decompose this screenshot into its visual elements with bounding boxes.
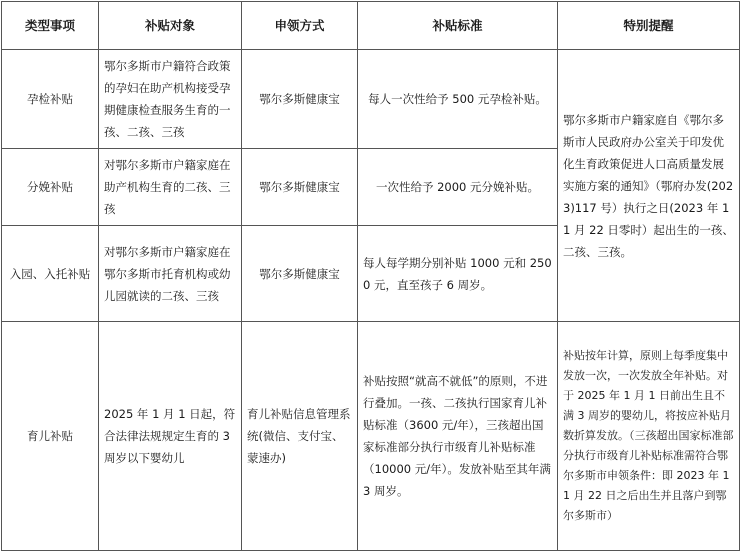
header-remark: 特别提醒	[558, 2, 740, 50]
row-method-cell: 鄂尔多斯健康宝	[242, 149, 358, 226]
header-type: 类型事项	[2, 2, 99, 50]
row-standard-cell: 每人一次性给予 500 元孕检补贴。	[358, 50, 558, 149]
row-standard-cell: 补贴按照“就高不就低”的原则，不进行叠加。一孩、二孩执行国家育儿补贴标准（3600 元/年），三孩超出国家标准部分执行市级育儿补贴标准（10000 元/年）。发放补贴至其年满 3 周岁。	[358, 322, 558, 551]
remark-cell-1: 鄂尔多斯市户籍家庭自《鄂尔多斯市人民政府办公室关于印发优化生育政策促进人口高质量发展实施方案的通知》（鄂府办发(2023)117 号）执行之日(2023 年 11 月 22 日零时）起出生的一孩、二孩、三孩。	[558, 50, 740, 322]
row-method-cell: 育儿补贴信息管理系统(微信、支付宝、蒙速办)	[242, 322, 358, 551]
row-standard-cell: 每人每学期分别补贴 1000 元和 2500 元，直至孩子 6 周岁。	[358, 226, 558, 322]
table-row	[2, 322, 740, 551]
row-type-cell: 育儿补贴	[2, 322, 99, 551]
row-method-cell: 鄂尔多斯健康宝	[242, 50, 358, 149]
row-type-cell: 孕检补贴	[2, 50, 99, 149]
row-type-cell: 入园、入托补贴	[2, 226, 99, 322]
header-target: 补贴对象	[99, 2, 242, 50]
row-type-cell: 分娩补贴	[2, 149, 99, 226]
remark-cell-2: 补贴按年计算，原则上每季度集中发放一次，一次发放全年补贴。对于 2025 年 1 月 1 日前出生且不满 3 周岁的婴幼儿，将按应补贴月数折算发放。（三孩超出国家标准部分执行市级育儿补贴标准需符合鄂尔多斯市申领条件：即 2023 年 11 月 22 日之后出生并且落户到鄂尔多斯市）	[558, 322, 740, 551]
table-row	[2, 50, 740, 149]
row-method-cell: 鄂尔多斯健康宝	[242, 226, 358, 322]
row-target-cell: 2025 年 1 月 1 日起，符合法律法规规定生育的 3 周岁以下婴幼儿	[99, 322, 242, 551]
row-target-cell: 对鄂尔多斯市户籍家庭在鄂尔多斯市托育机构或幼儿园就读的二孩、三孩	[99, 226, 242, 322]
row-target-cell: 鄂尔多斯市户籍符合政策的孕妇在助产机构接受孕期健康检查服务生育的一孩、二孩、三孩	[99, 50, 242, 149]
header-row	[2, 2, 740, 50]
row-target-cell: 对鄂尔多斯市户籍家庭在助产机构生育的二孩、三孩	[99, 149, 242, 226]
row-standard-cell: 一次性给予 2000 元分娩补贴。	[358, 149, 558, 226]
header-method: 申领方式	[242, 2, 358, 50]
subsidy-policy-table	[1, 1, 740, 551]
header-standard: 补贴标准	[358, 2, 558, 50]
